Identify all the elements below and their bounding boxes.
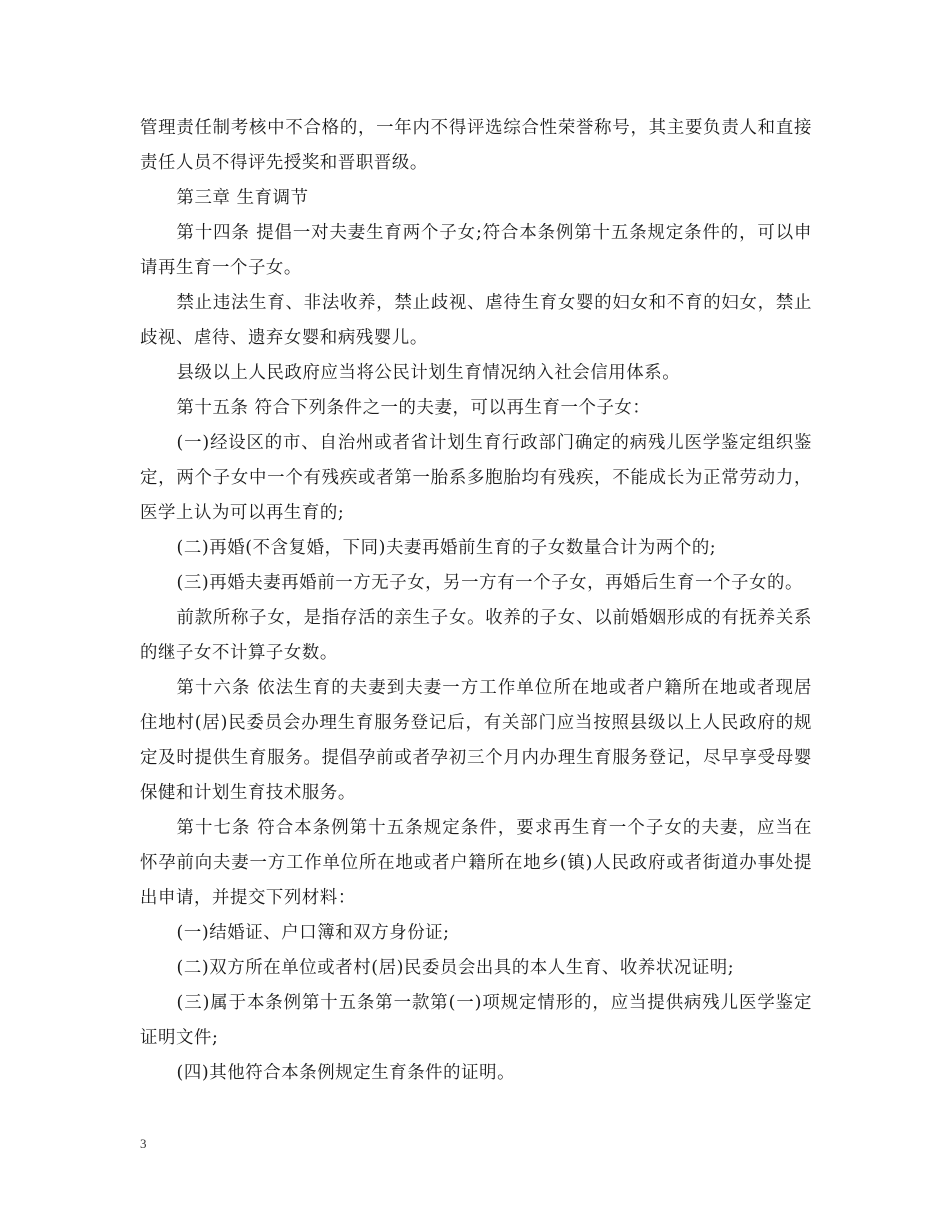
list-item: (二)再婚(不含复婚，下同)夫妻再婚前生育的子女数量合计为两个的; [176,538,717,558]
paragraph: 禁止违法生育、非法收养，禁止歧视、虐待生育女婴的妇女和不育的妇女，禁止歧视、虐待、遗弃女婴和病残婴儿。 [140,293,812,348]
page-number: 3 [140,1136,147,1151]
paragraph: 县级以上人民政府应当将公民计划生育情况纳入社会信用体系。 [176,363,681,383]
list-item: (四)其他符合本条例规定生育条件的证明。 [176,1063,516,1083]
list-item: (一)经设区的市、自治州或者省计划生育行政部门确定的病残儿医学鉴定组织鉴定，两个子女中一个有残疾或者第一胎系多胞胎均有残疾，不能成长为正常劳动力，医学上认为可以再生育的; [140,433,812,523]
article-17: 第十七条 符合本条例第十五条规定条件，要求再生育一个子女的夫妻，应当在怀孕前向夫妻一方工作单位所在地或者户籍所在地乡(镇)人民政府或者街道办事处提出申请，并提交下列材料： [140,818,812,908]
document-body [140,111,812,1091]
list-item: (三)再婚夫妻再婚前一方无子女，另一方有一个子女，再婚后生育一个子女的。 [176,573,803,593]
list-item: (二)双方所在单位或者村(居)民委员会出具的本人生育、收养状况证明; [176,958,735,978]
paragraph: 前款所称子女，是指存活的亲生子女。收养的子女、以前婚姻形成的有抚养关系的继子女不计算子女数。 [140,608,812,663]
chapter-heading: 第三章 生育调节 [176,188,309,208]
paragraph: 管理责任制考核中不合格的，一年内不得评选综合性荣誉称号，其主要负责人和直接责任人员不得评先授奖和晋职晋级。 [140,118,812,173]
article-15: 第十五条 符合下列条件之一的夫妻，可以再生育一个子女： [176,398,651,418]
list-item: (一)结婚证、户口簿和双方身份证; [176,923,450,943]
list-item: (三)属于本条例第十五条第一款第(一)项规定情形的，应当提供病残儿医学鉴定证明文件; [140,993,812,1048]
article-14: 第十四条 提倡一对夫妻生育两个子女;符合本条例第十五条规定条件的，可以申请再生育一个子女。 [140,223,812,278]
article-16: 第十六条 依法生育的夫妻到夫妻一方工作单位所在地或者户籍所在地或者现居住地村(居)民委员会办理生育服务登记后，有关部门应当按照县级以上人民政府的规定及时提供生育服务。提倡孕前或者孕初三个月内办理生育服务登记，尽早享受母婴保健和计划生育技术服务。 [140,678,812,803]
